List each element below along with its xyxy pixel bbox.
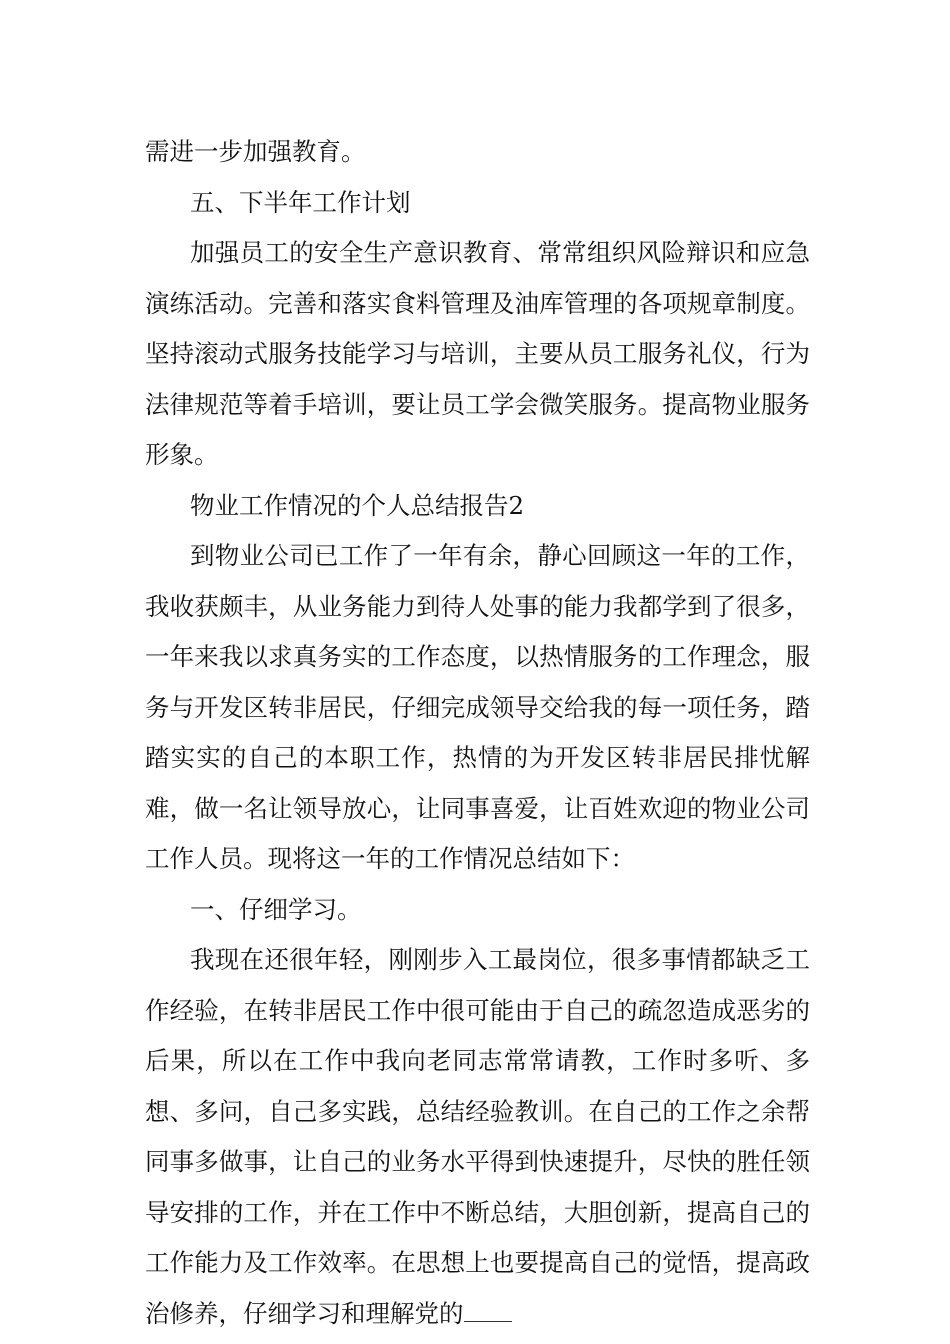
report-title: 物业工作情况的个人总结报告2 xyxy=(190,490,525,520)
paragraph-study xyxy=(145,935,810,1339)
section-heading-study: 一、仔细学习。 xyxy=(190,894,362,924)
paragraph-plan: 加强员工的安全生产意识教育、常常组织风险辩识和应急演练活动。完善和落实食料管理及油库管理的各项规章制度。坚持滚动式服务技能学习与培训，主要从员工服务礼仪，行为法律规范等着手培训，要让员工学会微笑服务。提高物业服务形象。 xyxy=(145,238,810,469)
paragraph-continuation: 需进一步加强教育。 xyxy=(145,137,366,166)
section-heading-plan: 五、下半年工作计划 xyxy=(190,187,411,217)
fill-in-blank xyxy=(464,1301,512,1322)
paragraph-study-text: 我现在还很年轻，刚刚步入工最岗位，很多事情都缺乏工作经验，在转非居民工作中很可能由于自己的疏忽造成恶劣的后果，所以在工作中我向老同志常常请教，工作时多听、多想、多问，自己多实践，总结经验教训。在自己的工作之余帮同事多做事，让自己的业务水平得到快速提升，尽快的胜任领导安排的工作，并在工作中不断总结，大胆创新，提高自己的工作能力及工作效率。在思想上也要提高自己的觉悟，提高政治修养，仔细学习和理解党的 xyxy=(145,945,810,1328)
paragraph-intro: 到物业公司已工作了一年有余，静心回顾这一年的工作，我收获颇丰，从业务能力到待人处事的能力我都学到了很多，一年来我以求真务实的工作态度，以热情服务的工作理念，服务与开发区转非居民，仔细完成领导交给我的每一项任务，踏踏实实的自己的本职工作，热情的为开发区转非居民排忧解难，做一名让领导放心，让同事喜爱，让百姓欢迎的物业公司工作人员。现将这一年的工作情况总结如下： xyxy=(145,541,810,873)
document-body xyxy=(145,127,810,1339)
